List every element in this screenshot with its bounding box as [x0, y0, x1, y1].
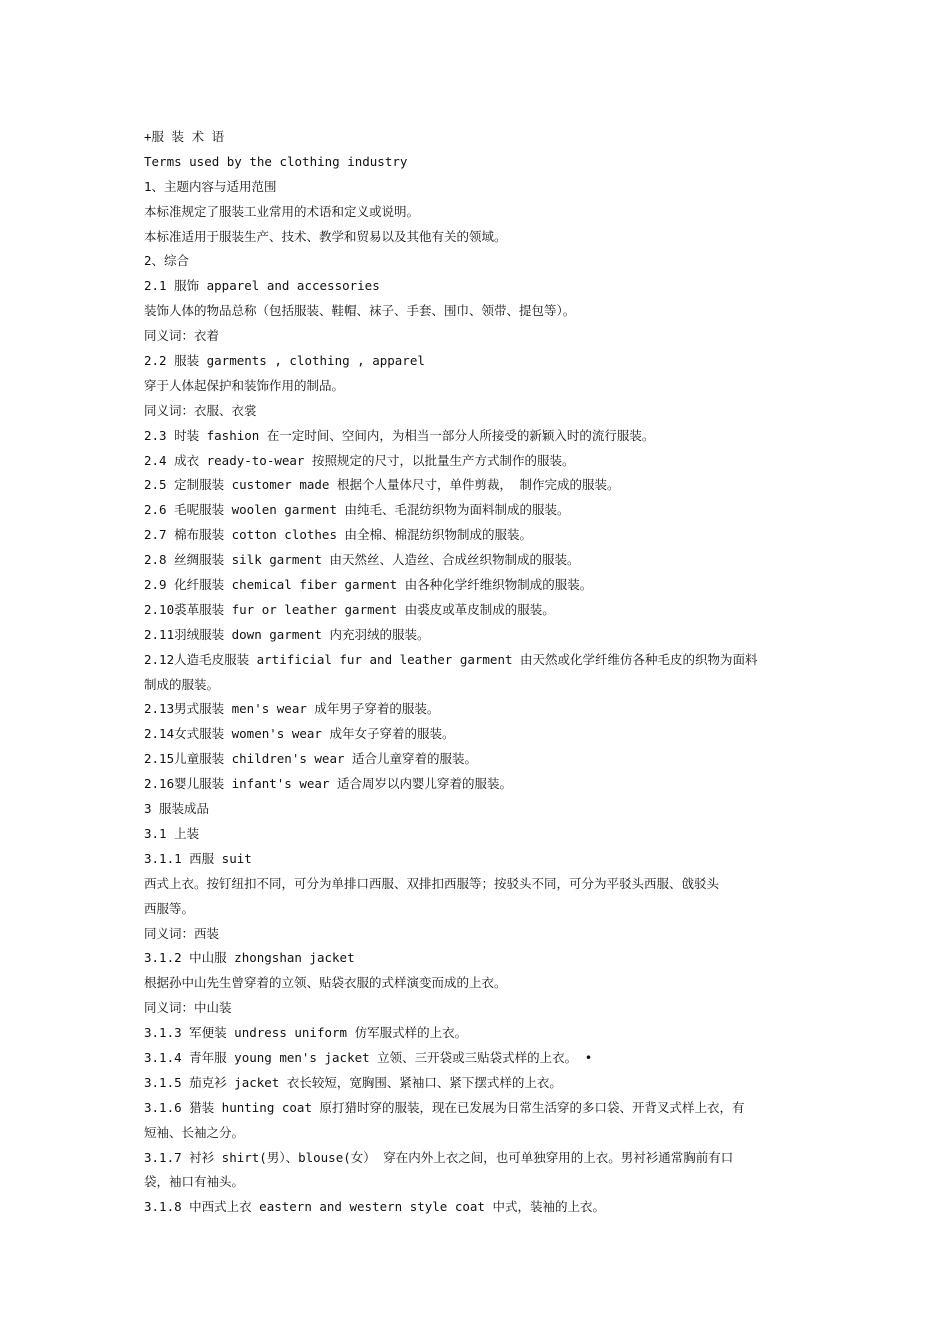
paragraph: 本标准规定了服装工业常用的术语和定义或说明。	[144, 203, 420, 219]
synonym: 同义词：衣着	[144, 328, 220, 344]
term-entry: 2.14女式服装 women's wear 成年女子穿着的服装。	[144, 726, 455, 742]
paragraph: 本标准适用于服装生产、技术、教学和贸易以及其他有关的领域。	[144, 228, 507, 244]
term-entry: 3.1.2 中山服 zhongshan jacket	[144, 950, 355, 966]
term-entry: 2.4 成衣 ready-to-wear 按照规定的尺寸，以批量生产方式制作的服装。	[144, 452, 575, 468]
term-entry: 3.1.4 青年服 young men's jacket 立领、三开袋或三贴袋式样的上衣。 •	[144, 1049, 593, 1065]
term-entry: 2.10裘革服装 fur or leather garment 由裘皮或革皮制成的服装。	[144, 601, 555, 617]
term-entry: 3.1.6 猎装 hunting coat 原打猎时穿的服装，现在已发展为日常生活穿的多口袋、开背叉式样上衣，有	[144, 1099, 745, 1115]
doc-subtitle: Terms used by the clothing industry	[144, 153, 408, 169]
term-entry: 2.16婴儿服装 infant's wear 适合周岁以内婴儿穿着的服装。	[144, 776, 512, 792]
term-entry-continued: 袋，袖口有袖头。	[144, 1174, 245, 1190]
term-entry: 2.3 时装 fashion 在一定时间、空间内，为相当一部分人所接受的新颖入时的流行服装。	[144, 427, 655, 443]
term-entry: 2.6 毛呢服装 woolen garment 由纯毛、毛混纺织物为面料制成的服装。	[144, 502, 570, 518]
term-entry: 2.5 定制服装 customer made 根据个人量体尺寸，单件剪裁， 制作完成的服装。	[144, 477, 620, 493]
section-heading: 1、主题内容与适用范围	[144, 178, 277, 194]
term-entry: 2.11羽绒服装 down garment 内充羽绒的服装。	[144, 626, 430, 642]
term-entry: 3.1.1 西服 suit	[144, 850, 252, 866]
synonym: 同义词：衣服、衣裳	[144, 402, 257, 418]
subsection-heading: 3.1 上装	[144, 825, 200, 841]
definition: 西式上衣。按钉纽扣不同，可分为单排口西服、双排扣西服等；按驳头不同，可分为平驳头西服、戗驳头	[144, 875, 720, 891]
synonym: 同义词：西装	[144, 925, 220, 941]
section-heading: 3 服装成品	[144, 801, 210, 817]
definition: 装饰人体的物品总称（包括服装、鞋帽、袜子、手套、围巾、领带、提包等）。	[144, 303, 576, 319]
term-entry: 3.1.3 军便装 undress uniform 仿军服式样的上衣。	[144, 1025, 468, 1041]
doc-title: +服 装 术 语	[144, 129, 225, 144]
definition: 穿于人体起保护和装饰作用的制品。	[144, 377, 345, 393]
term-entry-continued: 短袖、长袖之分。	[144, 1124, 245, 1140]
section-heading: 2、综合	[144, 253, 190, 269]
term-entry: 2.2 服装 garments , clothing , apparel	[144, 353, 425, 369]
definition-continued: 西服等。	[144, 900, 195, 916]
term-entry: 2.9 化纤服装 chemical fiber garment 由各种化学纤维织物制成的服装。	[144, 577, 593, 593]
term-entry: 2.12人造毛皮服装 artificial fur and leather garment 由天然或化学纤维仿各种毛皮的织物为面料	[144, 651, 758, 667]
definition: 根据孙中山先生曾穿着的立领、贴袋衣服的式样演变而成的上衣。	[144, 975, 507, 991]
term-entry: 2.8 丝绸服装 silk garment 由天然丝、人造丝、合成丝织物制成的服装。	[144, 552, 580, 568]
term-entry: 2.15儿童服装 children's wear 适合儿童穿着的服装。	[144, 751, 478, 767]
term-entry: 2.13男式服装 men's wear 成年男子穿着的服装。	[144, 701, 440, 717]
synonym: 同义词：中山装	[144, 1000, 232, 1016]
term-entry: 2.7 棉布服装 cotton clothes 由全棉、棉混纺织物制成的服装。	[144, 527, 533, 543]
document-page	[144, 125, 814, 1220]
term-entry: 3.1.7 衬衫 shirt(男）、blouse(女） 穿在内外上衣之间，也可单独穿用的上衣。男衬衫通常胸前有口	[144, 1149, 734, 1165]
term-entry-continued: 制成的服装。	[144, 676, 220, 692]
term-entry: 3.1.5 茄克衫 jacket 衣长较短，宽胸围、紧袖口、紧下摆式样的上衣。	[144, 1074, 562, 1090]
term-entry: 2.1 服饰 apparel and accessories	[144, 278, 380, 294]
term-entry: 3.1.8 中西式上衣 eastern and western style coat 中式，装袖的上衣。	[144, 1199, 605, 1215]
